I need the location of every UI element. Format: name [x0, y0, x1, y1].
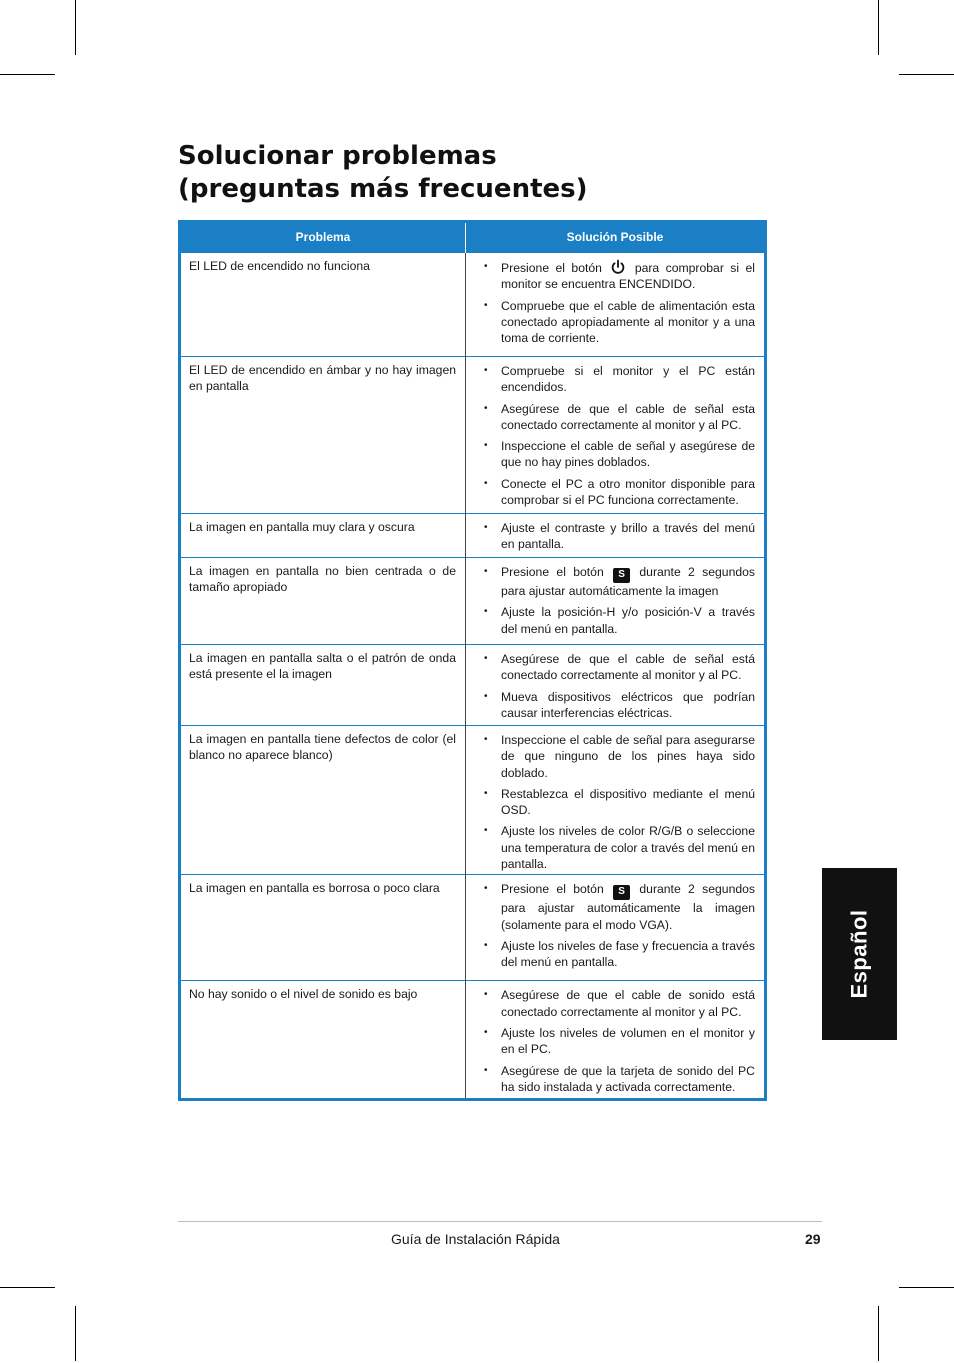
- solution-item: [484, 438, 755, 471]
- language-tab: [822, 868, 897, 1040]
- table-row: [180, 875, 766, 981]
- solution-item: [484, 604, 755, 637]
- solution-item: [484, 651, 755, 684]
- solution-item: [484, 401, 755, 434]
- solution-item: [484, 564, 755, 599]
- table-row: [180, 253, 766, 357]
- crop-mark: [878, 0, 879, 55]
- crop-mark: [75, 1306, 76, 1361]
- problem-cell: El LED de encendido en ámbar y no hay imagen en pantalla: [180, 357, 466, 514]
- problem-cell: La imagen en pantalla tiene defectos de color (el blanco no aparece blanco): [180, 726, 466, 875]
- solution-item: [484, 786, 755, 819]
- solution-cell: [466, 875, 766, 981]
- crop-mark: [899, 74, 954, 75]
- solution-text: Ajuste los niveles de volumen en el monitor y en el PC.: [501, 1025, 755, 1057]
- solution-text: Asegúrese de que el cable de señal está conectado correctamente al monitor y al PC.: [501, 652, 755, 683]
- problem-cell: El LED de encendido no funciona: [180, 253, 466, 357]
- table-row: [180, 981, 766, 1100]
- table-row: [180, 645, 766, 726]
- solution-cell: [466, 253, 766, 357]
- page-title-line1: Solucionar problemas: [178, 141, 497, 171]
- power-icon: [610, 259, 626, 275]
- troubleshooting-table: [178, 220, 767, 1101]
- solution-item: [484, 881, 755, 933]
- solution-text: Inspeccione el cable de señal y asegúrese de que no hay pines doblados.: [501, 439, 755, 470]
- solution-text: durante 2 segundos para ajustar automáticamente la imagen (solamente para el modo VGA).: [501, 882, 756, 932]
- solution-item: [484, 476, 755, 509]
- table-body: [180, 253, 766, 1100]
- crop-mark: [75, 0, 76, 55]
- solution-item: [484, 298, 755, 347]
- solution-text: Asegúrese de que el cable de señal esta conectado correctamente al monitor y al PC.: [501, 401, 755, 432]
- solution-text: Ajuste la posición-H y/o posición-V a través del menú en pantalla.: [501, 605, 755, 636]
- solution-text: durante 2 segundos para ajustar automáticamente la imagen: [501, 565, 756, 598]
- table-row: [180, 558, 766, 645]
- solution-item: [484, 259, 755, 293]
- crop-mark: [899, 1287, 954, 1288]
- crop-mark: [0, 74, 55, 75]
- page-number: 29: [805, 1231, 821, 1247]
- solution-text: Compruebe si el monitor y el PC están encendidos.: [501, 364, 755, 395]
- crop-mark: [0, 1287, 55, 1288]
- solution-text: Mueva dispositivos eléctricos que podrían causar interferencias eléctricas.: [501, 689, 755, 720]
- solution-text: Ajuste los niveles de fase y frecuencia a través del menú en pantalla.: [501, 938, 755, 970]
- solution-item: [484, 1063, 755, 1096]
- problem-cell: La imagen en pantalla salta o el patrón de onda está presente el la imagen: [180, 645, 466, 726]
- solution-cell: [466, 645, 766, 726]
- s-key-icon: S: [613, 568, 630, 583]
- footer-divider: [178, 1221, 822, 1222]
- solution-text: Presione el botón: [501, 565, 604, 579]
- solution-item: [484, 987, 755, 1020]
- header-problem: Problema: [180, 222, 466, 253]
- solution-item: [484, 363, 755, 396]
- solution-text: Ajuste los niveles de color R/G/B o seleccione una temperatura de color a través del menú en pantalla.: [501, 824, 755, 872]
- language-tab-label: Español: [846, 909, 872, 999]
- solution-text: Restablezca el dispositivo mediante el menú OSD.: [501, 786, 755, 818]
- table-row: [180, 357, 766, 514]
- solution-text: Inspeccione el cable de señal para asegurarse de que ninguno de los pines haya sido doblado.: [501, 733, 755, 780]
- problem-cell: La imagen en pantalla no bien centrada o de tamaño apropiado: [180, 558, 466, 645]
- solution-text: para comprobar si el monitor se encuentra ENCENDIDO.: [501, 261, 756, 292]
- s-key-icon: S: [613, 885, 630, 900]
- header-solution: Solución Posible: [466, 222, 766, 253]
- solution-item: [484, 520, 755, 553]
- solution-item: [484, 1025, 755, 1058]
- solution-item: [484, 938, 755, 971]
- solution-text: Presione el botón: [501, 261, 602, 275]
- footer-title: Guía de Instalación Rápida: [391, 1231, 560, 1247]
- table-header-row: [180, 222, 766, 253]
- solution-text: Compruebe que el cable de alimentación esta conectado apropiadamente al monitor y a una toma de corriente.: [501, 298, 755, 346]
- solution-cell: [466, 357, 766, 514]
- problem-cell: No hay sonido o el nivel de sonido es bajo: [180, 981, 466, 1100]
- problem-cell: La imagen en pantalla muy clara y oscura: [180, 514, 466, 558]
- solution-cell: [466, 558, 766, 645]
- solution-cell: [466, 726, 766, 875]
- problem-cell: La imagen en pantalla es borrosa o poco clara: [180, 875, 466, 981]
- solution-text: Asegúrese de que el cable de sonido está conectado correctamente al monitor y al PC.: [501, 988, 755, 1019]
- solution-text: Conecte el PC a otro monitor disponible para comprobar si el PC funciona correctamente.: [501, 476, 755, 508]
- solution-cell: [466, 514, 766, 558]
- solution-text: Ajuste el contraste y brillo a través del menú en pantalla.: [501, 521, 755, 552]
- solution-text: Asegúrese de que la tarjeta de sonido del PC ha sido instalada y activada correctamente.: [501, 1063, 755, 1094]
- table-row: [180, 514, 766, 558]
- page-title: [178, 140, 588, 206]
- solution-item: [484, 689, 755, 722]
- solution-item: [484, 732, 755, 781]
- table-row: [180, 726, 766, 875]
- solution-cell: [466, 981, 766, 1100]
- crop-mark: [878, 1306, 879, 1361]
- page-title-line2: (preguntas más frecuentes): [178, 174, 588, 204]
- solution-item: [484, 823, 755, 872]
- solution-text: Presione el botón: [501, 882, 604, 897]
